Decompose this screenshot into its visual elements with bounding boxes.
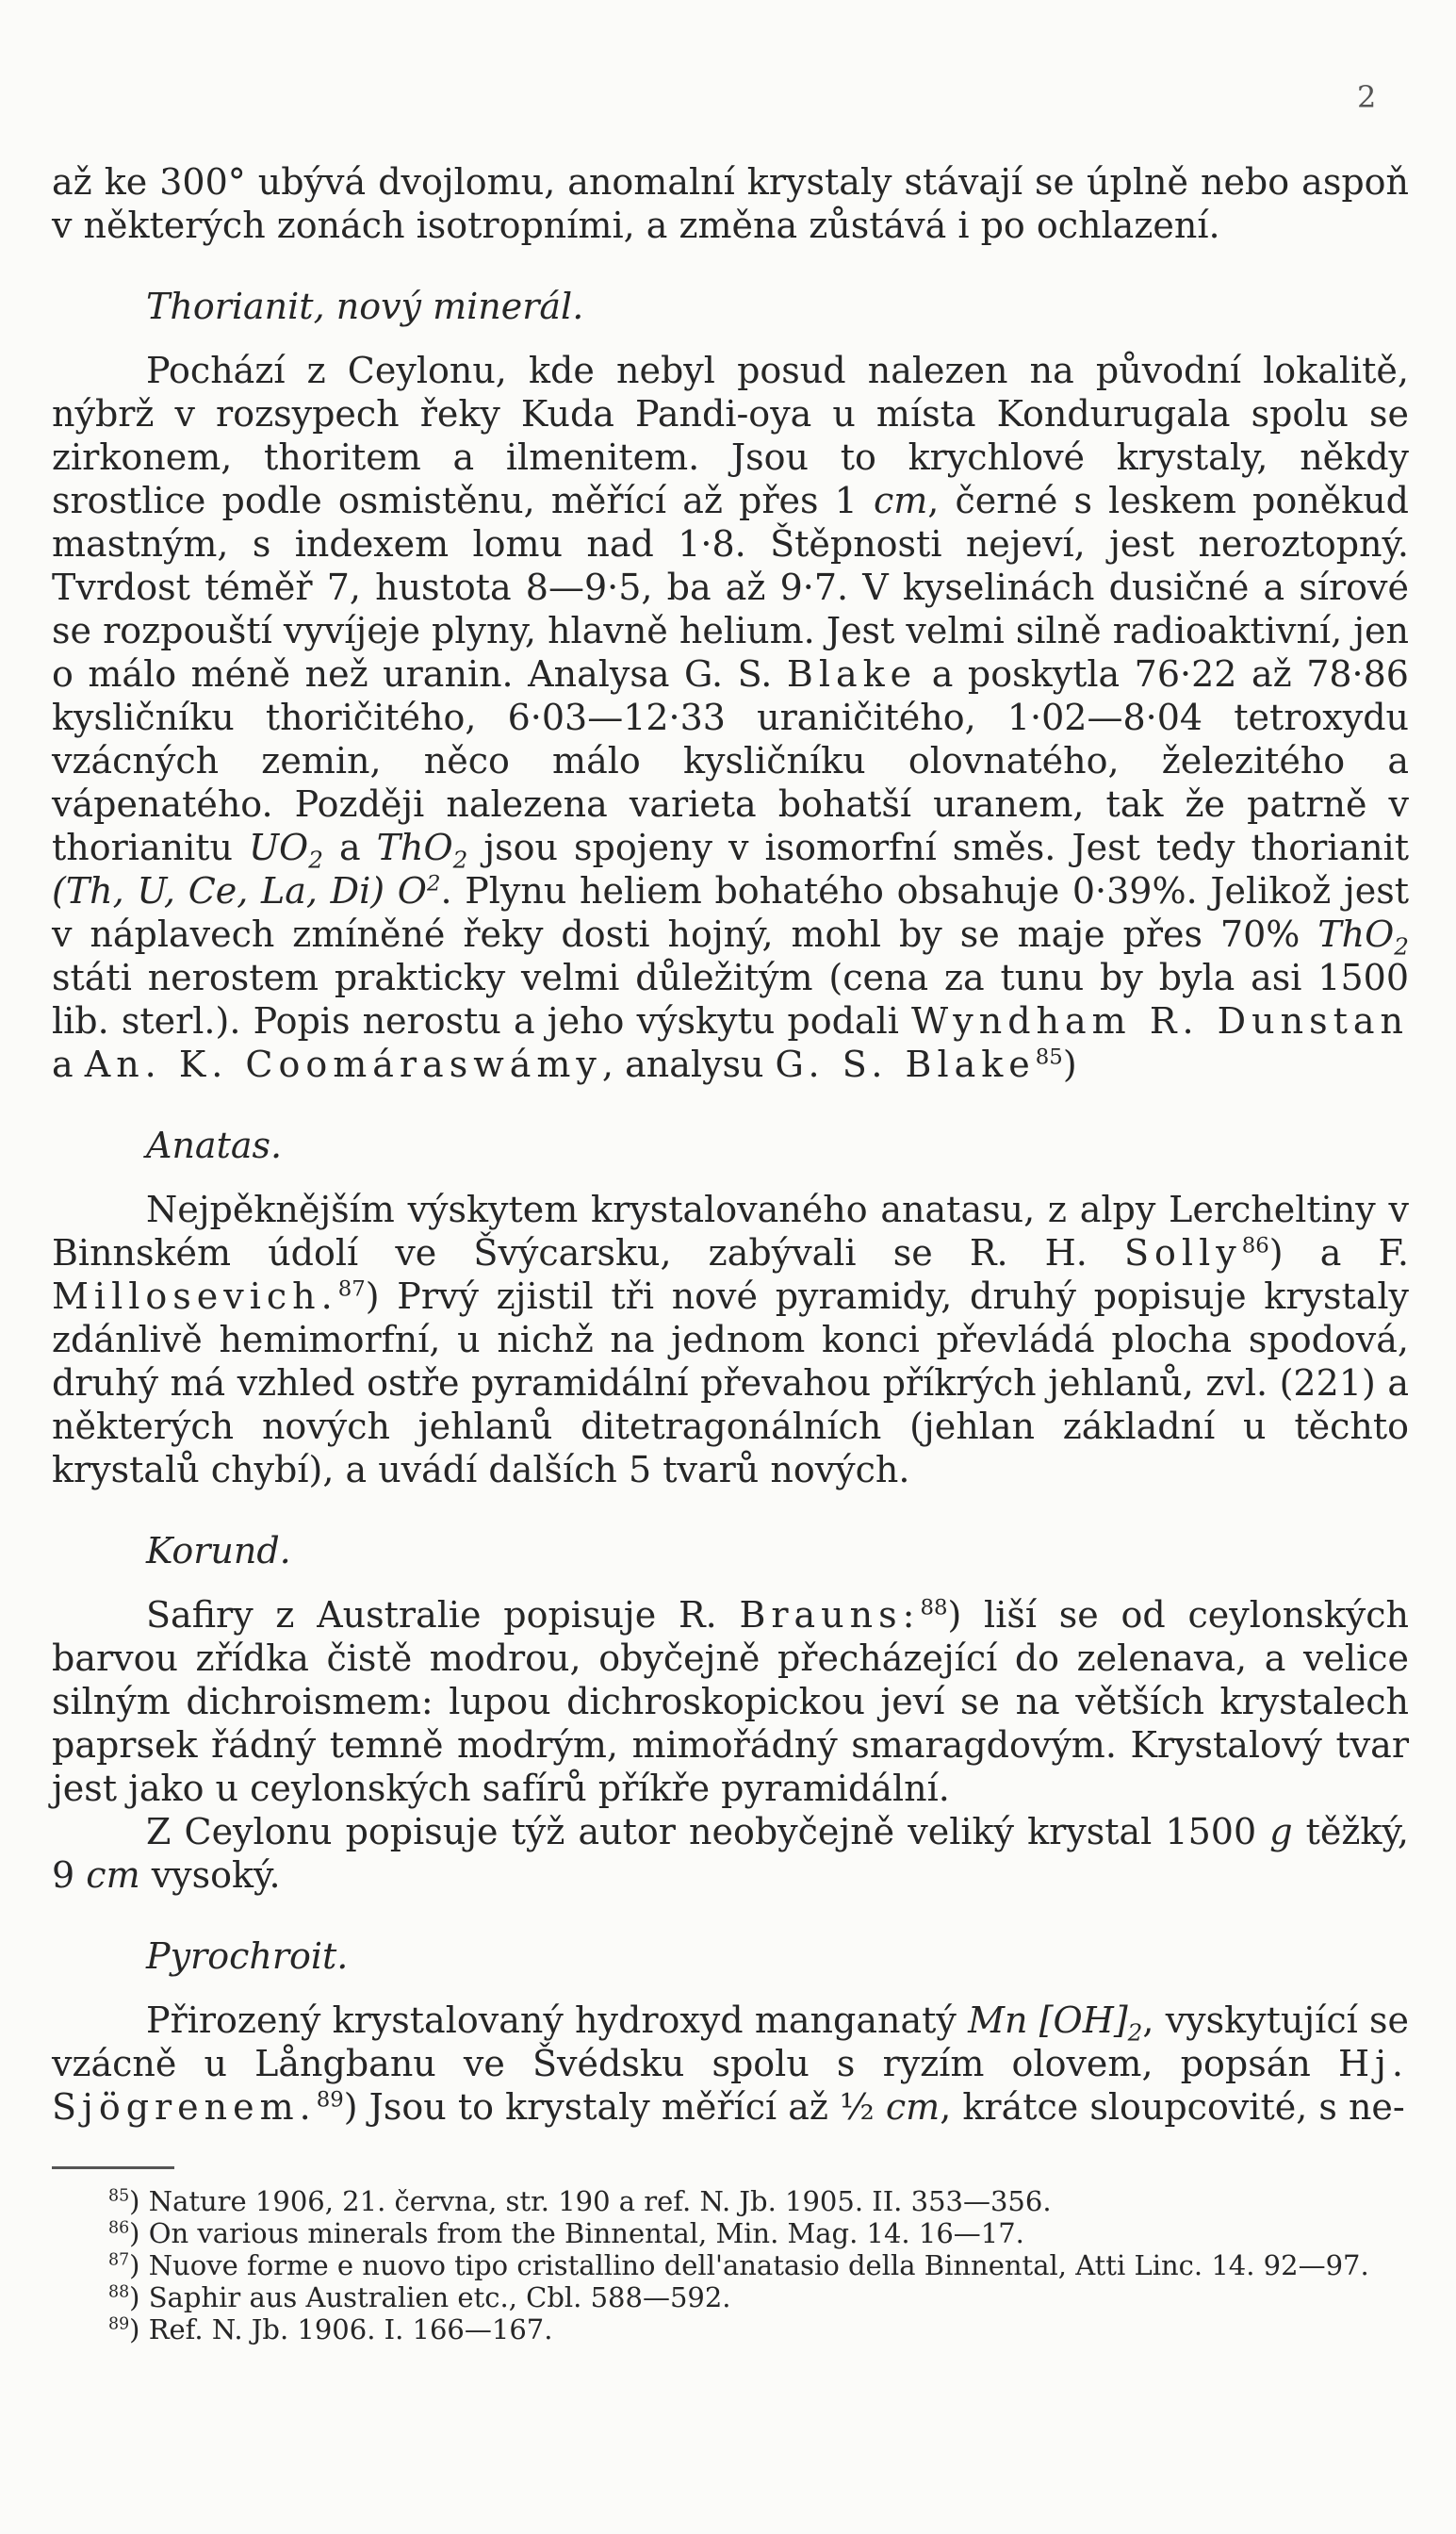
footnote: $^{88}$) Saphir aus Australien etc., Cbl. 588—592.	[108, 2281, 731, 2313]
heading-anatas: Anatas.	[146, 1125, 283, 1166]
paragraph-thorianit: Pochází z Ceylonu, kde nebyl posud nalezen na původní lokalitě, nýbrž v rozsypech řeky Kuda Pandi-oya u místa Kondurugala spolu se zirkonem, thoritem a ilmenitem. Jsou to krychlové krystaly, někdy srostlice podle osmistěnu, měřící až přes 1 cm, černé s leskem poněkud mastným, s indexem lomu nad 1·8. Štěpnosti nejeví, jest neroztopný. Tvrdost téměř 7, hustota 8—9·5, ba až 9·7. V kyselinách dusičné a sírové se rozpouští vyvíjeje plyny, hlavně helium. Jest velmi silně radioaktivní, jen o málo méně než uranin. Analysa G. S. Blake a poskytla 76·22 až 78·86 kysličníku thoričitého, 6·03—12·33 uraničitého, 1·02—8·04 tetroxydu vzácných zemin, něco málo kysličníku olovnatého, železitého a vápenatého. Později nalezena varieta bohatší uranem, tak že patrně v thorianitu $UO_2$ a ThO$_2$ jsou spojeny v isomorfní směs. Jest tedy thorianit (Th, U, Ce, La, Di) $O^2$. Plynu heliem bohatého obsahuje 0·39%. Jelikož jest v náplavech zmíněné řeky dosti hojný, mohl by se maje přes 70% ThO$_2$ státi nerostem prakticky velmi důležitým (cena za tunu by byla asi 1500 lib. sterl.). Popis nerostu a jeho výskytu podali Wyndham R. Dunstan a An. K. Coomáraswámy, analysu G. S. Blake$^{85}$)	[52, 350, 1409, 1085]
footnote-rule	[52, 2166, 174, 2169]
paragraph-korund: Safiry z Australie popisuje R. Brauns:$^{88}$) liší se od ceylonských barvou zřídka čistě modrou, obyčejně přecházející do zelenava, a velice silným dichroismem: lupou dichroskopickou jeví se na větších krystalech paprsek řádný temně modrým, mimořádný smaragdovým. Krystalový tvar jest jako u ceylonských safírů příkře pyramidální.	[52, 1594, 1409, 1809]
footnotes	[52, 2185, 1409, 2345]
heading-pyrochroit: Pyrochroit.	[146, 1935, 349, 1977]
footnote: $^{87}$) Nuove forme e nuovo tipo cristallino dell'anatasio della Binnental, Atti Linc. 14. 92—97.	[108, 2249, 1369, 2281]
footnote: $^{85}$) Nature 1906, 21. června, str. 190 a ref. N. Jb. 1905. II. 353—356.	[108, 2185, 1052, 2217]
paragraph-korund-2: Z Ceylonu popisuje týž autor neobyčejně veliký krystal 1500 g těžký, 9 cm vysoký.	[52, 1811, 1409, 1896]
heading-thorianit: Thorianit, nový minerál.	[146, 286, 584, 327]
intro-paragraph: až ke 300° ubývá dvojlomu, anomalní krystaly stávají se úplně nebo aspoň v některých zonách isotropními, a změna zůstává i po ochlazení.	[52, 161, 1409, 246]
heading-korund: Korund.	[146, 1530, 291, 1571]
body-text	[52, 160, 1409, 2129]
paragraph-anatas: Nejpěknějším výskytem krystalovaného anatasu, z alpy Lercheltiny v Binnském údolí ve Švýcarsku, zabývali se R. H. Solly$^{86}$) a F. Millosevich.$^{87}$) Prvý zjistil tři nové pyramidy, druhý popisuje krystaly zdánlivě hemimorfní, u nichž na jednom konci převládá plocha spodová, druhý má vzhled ostře pyramidální převahou příkrých jehlanů, zvl. (221) a některých nových jehlanů ditetragonálních (jehlan základní u těchto krystalů chybí), a uvádí dalších 5 tvarů nových.	[52, 1189, 1409, 1490]
footnote: $^{89}$) Ref. N. Jb. 1906. I. 166—167.	[108, 2313, 553, 2345]
page-number: 2	[1357, 79, 1377, 115]
footnote: $^{86}$) On various minerals from the Binnental, Min. Mag. 14. 16—17.	[108, 2217, 1024, 2249]
paragraph-pyrochroit: Přirozený krystalovaný hydroxyd manganatý Mn $[OH]_2$, vyskytující se vzácně u Långbanu ve Švédsku spolu s ryzím olovem, popsán Hj. Sjögrenem.$^{89}$) Jsou to krystaly měřící až ½ cm, krátce sloupcovité, s ne-	[52, 1999, 1409, 2128]
